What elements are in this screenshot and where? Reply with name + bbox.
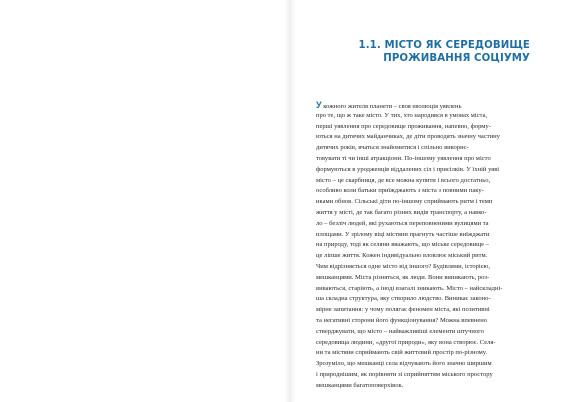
paragraph-line: Зрозуміло, що мешканці села відчувають його значно ширшим <box>316 360 492 368</box>
paragraph-line: середовища людини, «другої природи», яку вона створює. Селя- <box>316 338 496 346</box>
paragraph-line: ни та містяни сприймають свій життєвий простір по-різному. <box>316 349 488 357</box>
paragraph-line: життя у місті, де так багато різних видів транспорту, а навко- <box>316 208 487 216</box>
paragraph-line: особливо коли батьки приїжджають з міста з повними паку- <box>316 187 484 195</box>
paragraph-line: площами. У зрілому віці містяни прагнуть частіше виїжджати <box>316 230 490 238</box>
paragraph-line: це ліпше життя. Кожен індивідуально вловлює міський ритм. <box>316 252 488 260</box>
paragraph-line: Чим відрізняється одне місто від іншого? Будівлями, історією, <box>316 262 491 270</box>
paragraph-line: перші уявлення про середовище проживання, напевно, форму- <box>316 122 491 130</box>
paragraph-line: ються на дитячих майданчиках, де діти проводять значну частину <box>316 133 500 141</box>
paragraph-line: мірне запитання: у чому полягає феномен міста, які позитивні <box>316 306 490 314</box>
paragraph-line: стверджувати, що місто – найважливіші елементи штучного <box>316 327 484 335</box>
paragraph-first-line <box>316 100 538 111</box>
paragraph-line: мешканцями. Міста різняться, як люди. Вони виникають, роз- <box>316 273 490 281</box>
drop-cap-letter: У <box>316 100 322 110</box>
first-line-text: кожного жителя планети – своя еволюція уявлень <box>321 103 462 110</box>
paragraph-line: та негативні сторони його функціонування? Можна впевнено <box>316 316 488 324</box>
paragraph-line: про те, що ж таке місто. У тих, хто народився в умовах міста, <box>316 111 488 119</box>
section-heading-line-1: 1.1. МІСТО ЯК СЕРЕДОВИЩЕ <box>358 40 530 51</box>
paragraph-line: товувати ті чи інші атракціони. По-іншому уявлення про місто <box>316 154 491 162</box>
paragraph-line: ша складна структура, яку створило людство. Виникає законо- <box>316 295 491 303</box>
paragraph-line: формуються в уродженців віддалених сіл і присілків. У їхній уяві <box>316 165 500 173</box>
paragraph-line: мешканцями багатоповерхівок. <box>316 381 404 389</box>
paragraph-line: дитячих років, вчаться знайомитися і спільно викорис- <box>316 144 469 152</box>
paragraph-line: ло – безліч людей, які рухаються переповненими вулицями та <box>316 219 489 227</box>
paragraph-line: на природу, тоді як селяни вважають, що міське середовище – <box>316 241 489 249</box>
paragraph-line: виваються, старіють, а іноді взагалі зникають. Місто – найскладні- <box>316 284 503 292</box>
section-heading-line-2: ПРОЖИВАННЯ СОЦІУМУ <box>383 52 530 64</box>
paragraph-line: нками обнов. Сільські діти по-іншому сприймають ритм і темп <box>316 198 493 206</box>
book-gutter <box>284 0 296 402</box>
section-heading <box>310 40 530 65</box>
paragraph-line: і природнішим, як порівняти зі сприйняттям міського простору <box>316 370 493 378</box>
paragraph-line: місто – це скарбниця, де все можна купити і всього достатньо, <box>316 176 491 184</box>
body-paragraph <box>316 100 538 392</box>
